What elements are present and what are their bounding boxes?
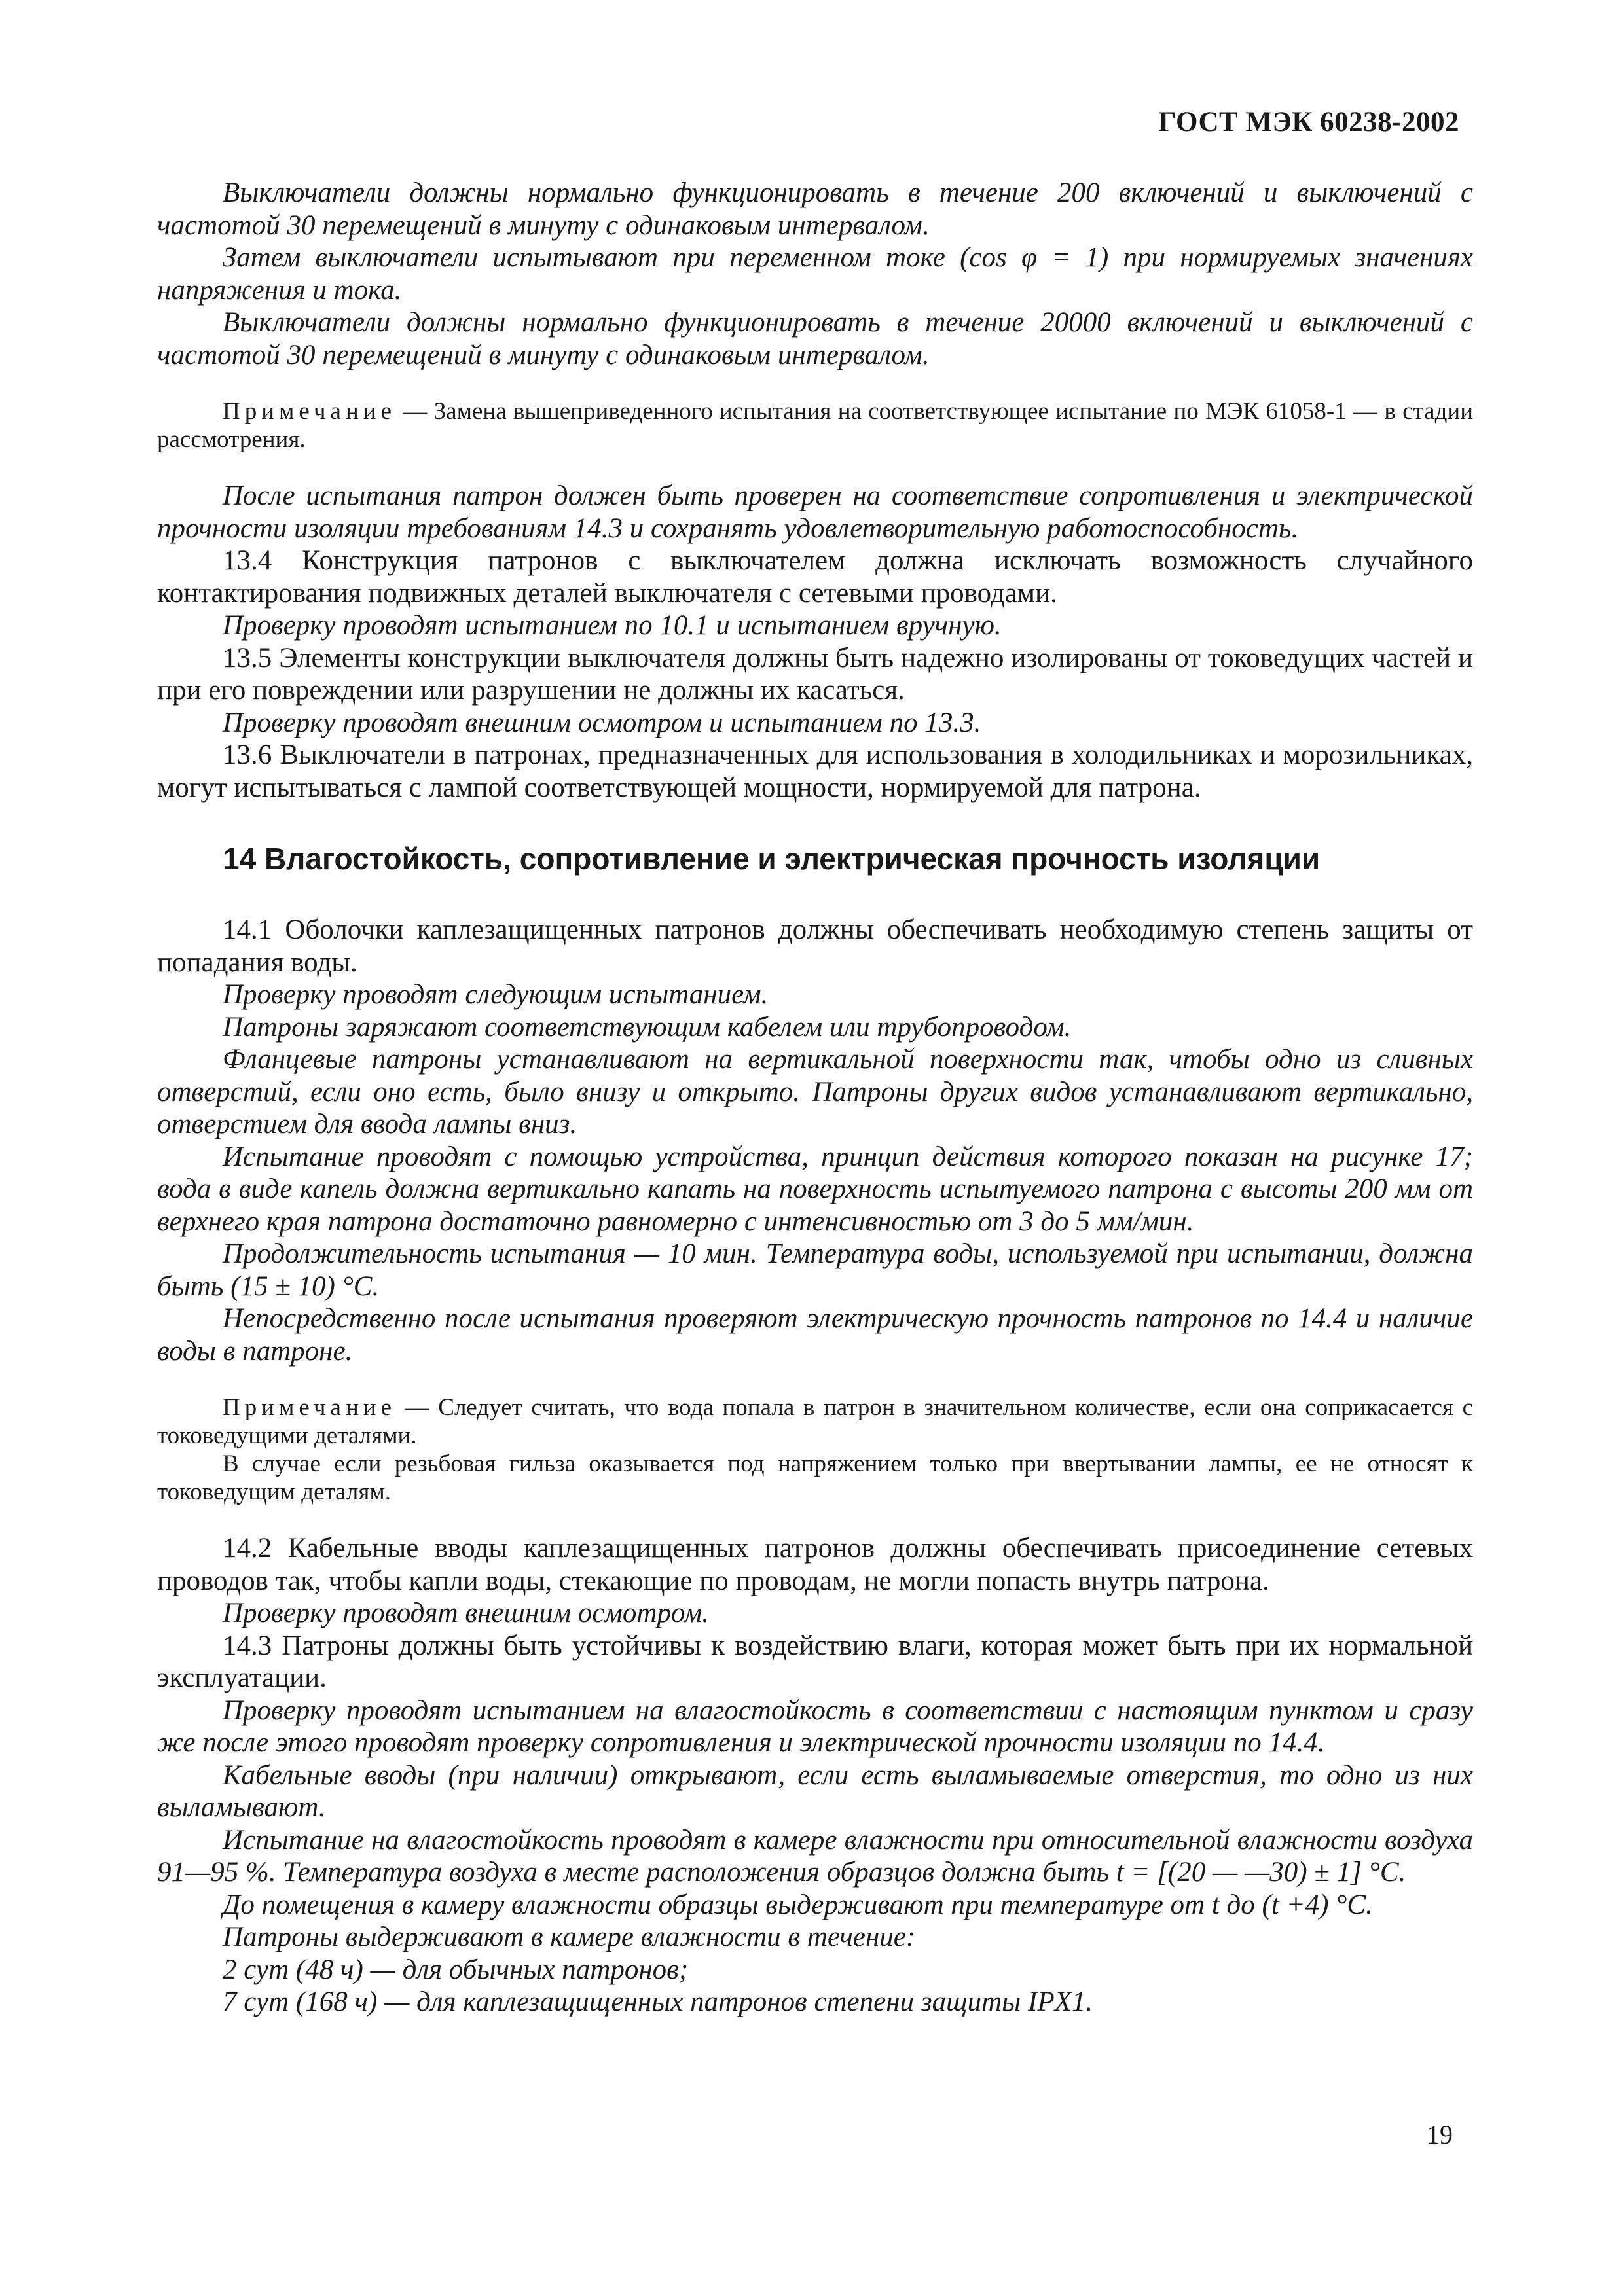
note-label: Примечание xyxy=(223,398,396,425)
clause-14-3-humidity: Испытание на влагостойкость проводят в камере влажности при относительной влажности воздуха 91—95 %. Температура воздуха в месте расположения образцов должна быть t = [(20 — —30) ± 1] °С. xyxy=(157,1824,1473,1888)
paragraph-switch-test-200: Выключатели должны нормально функционировать в течение 200 включений и выключений с частотой 30 перемещений в минуту с одинаковым интервалом. xyxy=(157,177,1473,241)
clause-13-4: 13.4 Конструкция патронов с выключателем должна исключать возможность случайного контактирования подвижных деталей выключателя с сетевыми проводами. xyxy=(157,545,1473,609)
note-text: — Замена вышеприведенного испытания на соответствующее испытание по МЭК 61058-1 — в стадии рассмотрения. xyxy=(157,398,1473,453)
clause-14-3-duration-intro: Патроны выдерживают в камере влажности в течение: xyxy=(223,1922,916,1952)
note-label: Примечание xyxy=(223,1394,396,1421)
clause-14-1-cable: Патроны заряжают соответствующим кабелем или трубопроводом. xyxy=(223,1011,1072,1043)
clause-14-3-duration-normal: 2 сут (48 ч) — для обычных патронов; xyxy=(223,1954,689,1985)
paragraph-after-test-check: После испытания патрон должен быть проверен на соответствие сопротивления и электрической прочности изоляции требованиям 14.3 и сохранять удовлетворительную работоспособность. xyxy=(157,480,1473,544)
paragraph-switch-test-20000: Выключатели должны нормально функционировать в течение 20000 включений и выключений с частотой 30 перемещений в минуту с одинаковым интервалом. xyxy=(157,307,1473,370)
clause-14-3-check: Проверку проводят испытанием на влагостойкость в соответствии с настоящим пунктом и сразу же после этого проводят проверку сопротивления и электрической прочности изоляции по 14.4. xyxy=(157,1695,1473,1758)
paragraph-switch-ac-test: Затем выключатели испытывают при переменном токе (cos φ = 1) при нормируемых значениях напряжения и тока. xyxy=(157,242,1473,306)
note-text: — Следует считать, что вода попала в патрон в значительном количестве, если она соприкасается с токоведущими деталями. xyxy=(157,1394,1473,1449)
clause-13-5: 13.5 Элементы конструкции выключателя должны быть надежно изолированы от токоведущих частей и при его повреждении или разрушении не должны их касаться. xyxy=(157,642,1473,706)
clause-14-3-cable-entries: Кабельные вводы (при наличии) открывают, если есть выламываемые отверстия, то одно из них выламывают. xyxy=(157,1759,1473,1823)
clause-14-2-check: Проверку проводят внешним осмотром. xyxy=(223,1598,710,1628)
clause-14-1-after-test: Непосредственно после испытания проверяют электрическую прочность патронов по 14.4 и наличие воды в патроне. xyxy=(157,1303,1473,1367)
clause-13-4-check: Проверку проводят испытанием по 10.1 и испытанием вручную. xyxy=(223,610,1002,641)
note-iec-61058 xyxy=(157,397,1473,454)
clause-13-6: 13.6 Выключатели в патронах, предназначенных для использования в холодильниках и морозильниках, могут испытываться с лампой соответствующей мощности, нормируемой для патрона. xyxy=(157,740,1473,803)
clause-14-2: 14.2 Кабельные вводы каплезащищенных патронов должны обеспечивать присоединение сетевых проводов так, чтобы капли воды, стекающие по проводам, не могли попасть внутрь патрона. xyxy=(157,1533,1473,1596)
clause-14-1-mounting: Фланцевые патроны устанавливают на вертикальной поверхности так, чтобы одно из сливных отверстий, если оно есть, было внизу и открыто. Патроны других видов устанавливают вертикально, отверстием для ввода лампы вниз. xyxy=(157,1044,1473,1139)
note-water-ingress-cont: В случае если резьбовая гильза оказывается под напряжением только при ввертывании лампы, ее не относят к токоведущим деталям. xyxy=(157,1450,1473,1505)
clause-14-1: 14.1 Оболочки каплезащищенных патронов должны обеспечивать необходимую степень защиты от попадания воды. xyxy=(157,914,1473,978)
section-14-title: 14 Влагостойкость, сопротивление и электрическая прочность изоляции xyxy=(223,842,1321,876)
clause-14-1-check: Проверку проводят следующим испытанием. xyxy=(223,979,769,1010)
clause-13-5-check: Проверку проводят внешним осмотром и испытанием по 13.3. xyxy=(223,707,981,738)
page-number: 19 xyxy=(1427,2120,1453,2149)
document-header-code: ГОСТ МЭК 60238-2002 xyxy=(1158,107,1459,137)
clause-14-1-drip-test: Испытание проводят с помощью устройства, принцип действия которого показан на рисунке 17; вода в виде капель должна вертикально капать на поверхность испытуемого патрона с высоты 200 мм от верхнего края патрона достаточно равномерно с интенсивностью от 3 до 5 мм/мин. xyxy=(157,1141,1473,1237)
clause-14-3-duration-ipx1: 7 сут (168 ч) — для каплезащищенных патронов степени защиты IPX1. xyxy=(223,1986,1093,2017)
document-body xyxy=(157,177,1473,2018)
clause-14-3-preconditioning: До помещения в камеру влажности образцы выдерживают при температуре от t до (t +4) °С. xyxy=(223,1889,1373,1920)
note-water-ingress xyxy=(157,1393,1473,1450)
clause-14-1-duration: Продолжительность испытания — 10 мин. Температура воды, используемой при испытании, должна быть (15 ± 10) °С. xyxy=(157,1238,1473,1302)
clause-14-3: 14.3 Патроны должны быть устойчивы к воздействию влаги, которая может быть при их нормальной эксплуатации. xyxy=(157,1630,1473,1693)
